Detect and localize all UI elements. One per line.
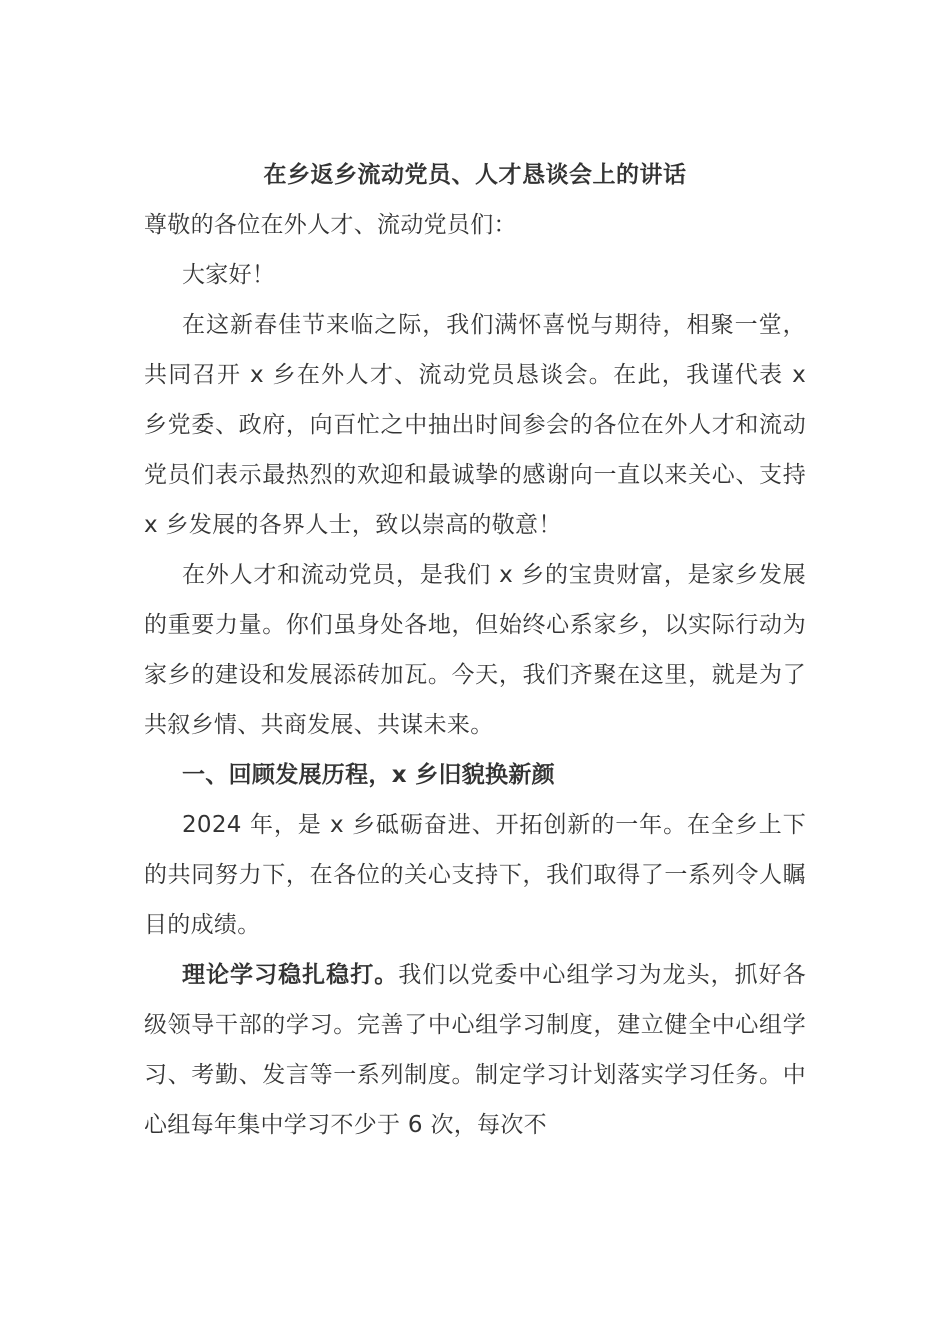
paragraph-welcome: 在这新春佳节来临之际，我们满怀喜悦与期待，相聚一堂，共同召开 x 乡在外人才、流动党员恳谈会。在此，我谨代表 x 乡党委、政府，向百忙之中抽出时间参会的各位在外人才和流动党员们表示最热烈的欢迎和最诚挚的感谢向一直以来关心、支持 x 乡发展的各界人士，致以崇高的敬意！ bbox=[144, 312, 806, 538]
document-page bbox=[144, 150, 806, 1150]
salutation: 尊敬的各位在外人才、流动党员们： bbox=[144, 212, 517, 238]
document-title: 在乡返乡流动党员、人才恳谈会上的讲话 bbox=[263, 162, 687, 188]
paragraph-body-text: 我们以党委中心组学习为龙头，抓好各级领导干部的学习。完善了中心组学习制度，建立健全中心组学习、考勤、发言等一系列制度。制定学习计划落实学习任务。中心组每年集中学习不少于 6 次，每次不 bbox=[144, 962, 806, 1138]
paragraph-2024-review: 2024 年，是 x 乡砥砺奋进、开拓创新的一年。在全乡上下的共同努力下，在各位的关心支持下，我们取得了一系列令人瞩目的成绩。 bbox=[144, 812, 806, 938]
paragraph-talents: 在外人才和流动党员，是我们 x 乡的宝贵财富，是家乡发展的重要力量。你们虽身处各地，但始终心系家乡，以实际行动为家乡的建设和发展添砖加瓦。今天，我们齐聚在这里，就是为了共叙乡情、共商发展、共谋未来。 bbox=[144, 562, 806, 738]
greeting: 大家好！ bbox=[182, 262, 276, 288]
paragraph-lead-phrase: 理论学习稳扎稳打。 bbox=[182, 962, 399, 988]
section-heading-1: 一、回顾发展历程，x 乡旧貌换新颜 bbox=[182, 762, 555, 788]
paragraph-theory-study bbox=[144, 950, 806, 1150]
